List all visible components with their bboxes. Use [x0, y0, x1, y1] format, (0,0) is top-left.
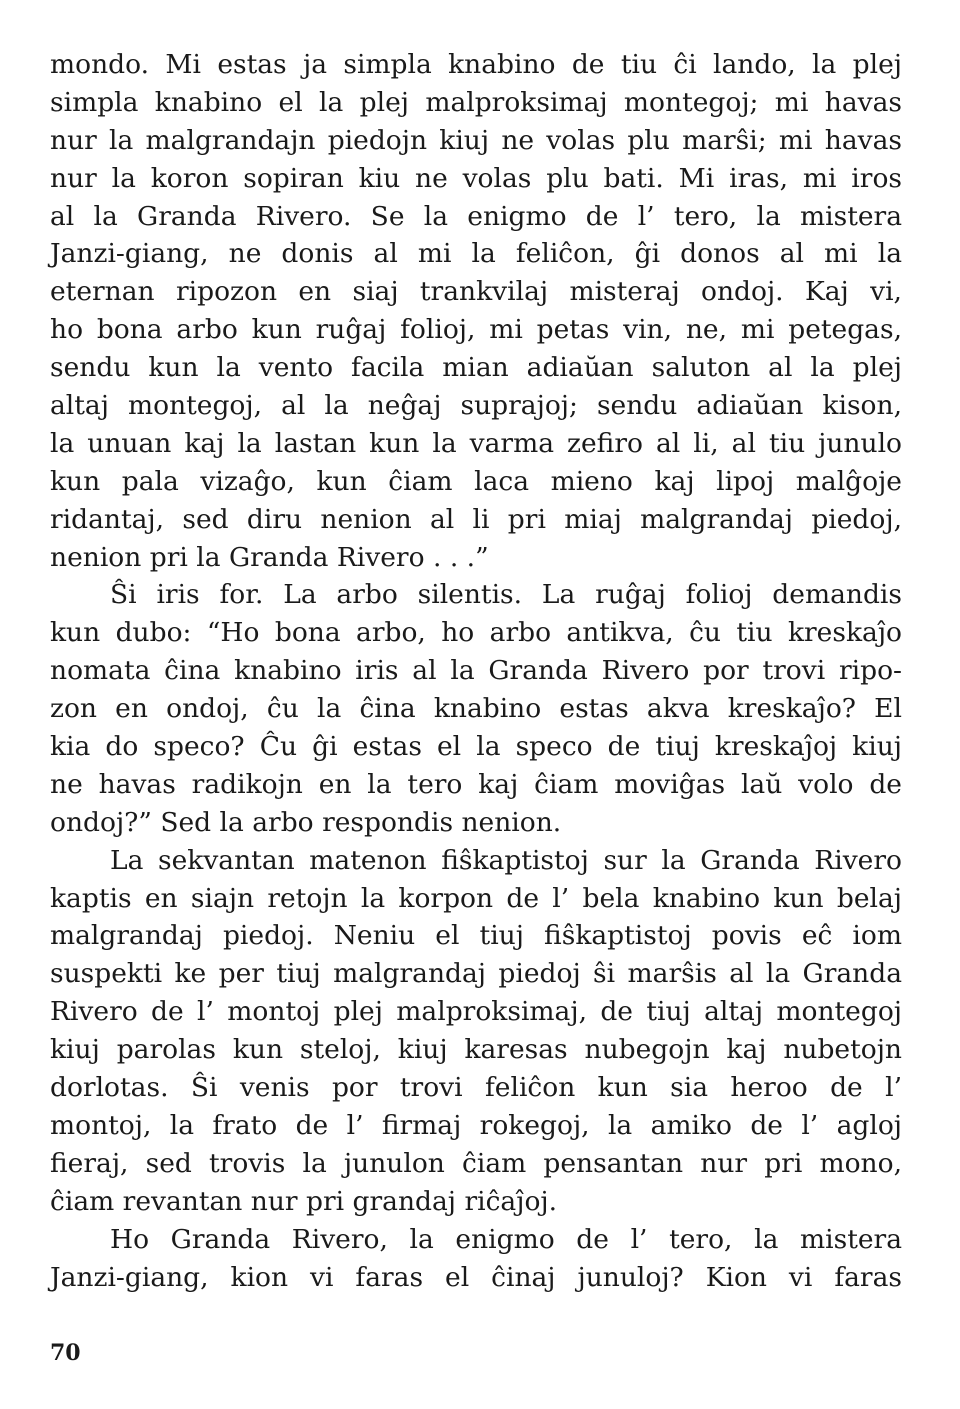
text-line: al la Granda Rivero. Se la enigmo de l’ tero, la mistera: [50, 200, 902, 232]
text-line: sendu kun la vento facila mian adiaŭan saluton al la plej: [50, 352, 902, 384]
text-line: altaj montegoj, al la neĝaj suprajoj; sendu adiaŭan kison,: [50, 390, 902, 422]
text-line: fieraj, sed trovis la junulon ĉiam pensantan nur pri mono,: [50, 1147, 902, 1179]
body-text: [50, 46, 902, 1296]
text-line: Rivero de l’ montoj plej malproksimaj, de tiuj altaj montegoj: [50, 996, 902, 1028]
text-line: ridantaj, sed diru nenion al li pri miaj malgrandaj piedoj,: [50, 503, 902, 535]
text-line: zon en ondoj, ĉu la ĉina knabino estas akva kreskaĵo? El: [50, 693, 902, 725]
text-line: la unuan kaj la lastan kun la varma zefiro al li, al tiu junulo: [50, 427, 902, 459]
text-line: eternan ripozon en siaj trankvilaj misteraj ondoj. Kaj vi,: [50, 276, 902, 308]
text-line: kaptis en siajn retojn la korpon de l’ bela knabino kun belaj: [50, 882, 902, 914]
text-line: ho bona arbo kun ruĝaj folioj, mi petas vin, ne, mi petegas,: [50, 314, 902, 346]
text-line: mondo. Mi estas ja simpla knabino de tiu ĉi lando, la plej: [50, 49, 902, 80]
text-line: nur la malgrandajn piedojn kiuj ne volas plu marŝi; mi havas: [50, 124, 902, 156]
text-line: suspekti ke per tiuj malgrandaj piedoj ŝi marŝis al la Granda: [50, 958, 902, 990]
text-line: ne havas radikojn en la tero kaj ĉiam moviĝas laŭ volo de: [50, 768, 902, 800]
text-line: Janzi-giang, ne donis al mi la feliĉon, ĝi donos al mi la: [50, 238, 902, 270]
text-line: Janzi-giang, kion vi faras el ĉinaj junuloj? Kion vi faras: [50, 1261, 902, 1293]
text-line: malgrandaj piedoj. Neniu el tiuj fiŝkaptistoj povis eĉ iom: [50, 920, 902, 952]
paragraph-start-line: La sekvantan matenon fiŝkaptistoj sur la Granda Rivero: [110, 844, 902, 876]
text-line: nur la koron sopiran kiu ne volas plu bati. Mi iras, mi iros: [50, 162, 902, 194]
text-line: kun dubo: “Ho bona arbo, ho arbo antikva, ĉu tiu kreskaĵo: [50, 617, 902, 649]
paragraph-end-line: ondoj?” Sed la arbo respondis nenion.: [50, 806, 562, 838]
paragraph-start-line: Ho Granda Rivero, la enigmo de l’ tero, la mistera: [110, 1223, 902, 1255]
text-line: dorlotas. Ŝi venis por trovi feliĉon kun sia heroo de l’: [50, 1072, 902, 1104]
text-line: kia do speco? Ĉu ĝi estas el la speco de tiuj kreskaĵoj kiuj: [50, 731, 902, 763]
paragraph-end-line: nenion pri la Granda Rivero . . .”: [50, 541, 489, 573]
text-line: nomata ĉina knabino iris al la Granda Rivero por trovi ripo-: [50, 655, 902, 687]
paragraph-start-line: Ŝi iris for. La arbo silentis. La ruĝaj folioj demandis: [110, 579, 902, 611]
text-line: montoj, la frato de l’ firmaj rokegoj, la amiko de l’ agloj: [50, 1109, 902, 1141]
paragraph-end-line: ĉiam revantan nur pri grandaj riĉaĵoj.: [50, 1185, 558, 1217]
text-line: simpla knabino el la plej malproksimaj montegoj; mi havas: [50, 86, 902, 118]
page-number: 70: [50, 1340, 81, 1366]
text-line: kiuj parolas kun steloj, kiuj karesas nubegojn kaj nubetojn: [50, 1034, 902, 1066]
text-line: kun pala vizaĝo, kun ĉiam laca mieno kaj lipoj malĝoje: [50, 465, 902, 497]
